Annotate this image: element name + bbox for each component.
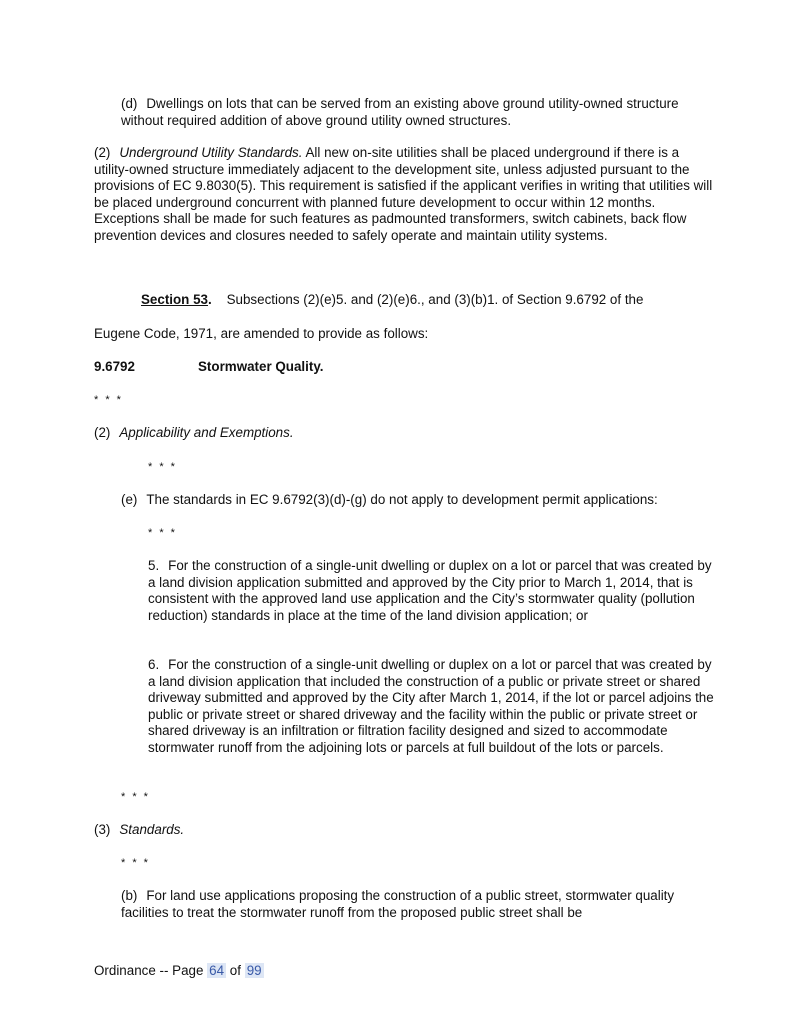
subsection-2-title: Applicability and Exemptions.	[119, 425, 294, 440]
code-heading	[94, 359, 394, 376]
section-53-text-line1: Subsections (2)(e)5. and (2)(e)6., and (3)(b)1. of Section 9.6792 of the	[226, 292, 644, 307]
omission-stars: * * *	[121, 857, 150, 869]
omission-stars: * * *	[148, 527, 177, 539]
paragraph-underground-label: (2)	[94, 145, 111, 160]
footer-page-number: 64	[209, 963, 225, 978]
paragraph-d-text: Dwellings on lots that can be served from an existing above ground utility-owned structure without required addition of above ground utility owned structures.	[121, 96, 679, 128]
paragraph-e	[121, 492, 741, 509]
footer-prefix: Ordinance -- Page	[94, 963, 204, 978]
paragraph-d-label: (d)	[121, 96, 138, 111]
subsection-2-heading	[94, 425, 716, 442]
code-number: 9.6792	[94, 359, 135, 374]
subsection-2-label: (2)	[94, 425, 111, 440]
paragraph-d	[121, 96, 721, 129]
paragraph-underground-utility	[94, 145, 716, 245]
subsection-3-title: Standards.	[119, 822, 185, 837]
paragraph-underground-text: All new on-site utilities shall be placed underground if there is a utility-owned structure immediately adjacent to the development site, unless adjusted pursuant to the provisions of EC 9.8030(5). This requirement is satisfied if the applicant verifies in writing that utilities will be placed underground concurrent with planned future development to occur within 12 months. Exceptions shall be made for such features as padmounted transformers, switch cabinets, back flow prevention devices and closures needed to safely operate and maintain utility systems.	[94, 145, 713, 243]
paragraph-b-text: For land use applications proposing the construction of a public street, stormwater quality facilities to treat the stormwater runoff from the proposed public street shall be	[121, 888, 675, 920]
item-6-text: For the construction of a single-unit dwelling or duplex on a lot or parcel that was created by a land division application that included the construction of a public or private street or shared driveway submitted and approved by the City after March 1, 2014, if the lot or parcel adjoins the public or private street or shared driveway and the facility within the public or private street or shared driveway is an infiltration or filtration facility designed and sized to accommodate stormwater runoff from the adjoining lots or parcels at full buildout of the lots or parcels.	[148, 657, 714, 755]
omission-stars: * * *	[94, 394, 123, 406]
footer-of: of	[229, 963, 241, 978]
paragraph-b-label: (b)	[121, 888, 138, 903]
section-53-label-period: .	[207, 292, 212, 307]
omission-stars: * * *	[148, 461, 177, 473]
item-5	[148, 558, 714, 624]
omission-stars: * * *	[121, 791, 150, 803]
item-6-label: 6.	[148, 657, 160, 672]
paragraph-underground-heading: Underground Utility Standards.	[119, 145, 303, 160]
item-5-text: For the construction of a single-unit dwelling or duplex on a lot or parcel that was created by a land division application submitted and approved by the City prior to March 1, 2014, that is consistent with the approved land use application and the City’s stormwater quality (pollution reduction) standards in place at the time of the land division application; or	[148, 558, 712, 623]
section-53-label: Section 53	[141, 292, 208, 307]
item-6	[148, 657, 714, 757]
section-53-line1	[141, 292, 741, 309]
paragraph-e-text: The standards in EC 9.6792(3)(d)-(g) do not apply to development permit applications:	[146, 492, 658, 507]
item-5-label: 5.	[148, 558, 160, 573]
page-footer	[94, 963, 494, 980]
code-title: Stormwater Quality.	[198, 359, 324, 374]
subsection-3-heading	[94, 822, 716, 839]
footer-total-pages: 99	[246, 963, 262, 978]
subsection-3-label: (3)	[94, 822, 111, 837]
paragraph-e-label: (e)	[121, 492, 138, 507]
paragraph-b	[121, 888, 691, 921]
section-53-line2: Eugene Code, 1971, are amended to provide as follows:	[94, 326, 429, 341]
